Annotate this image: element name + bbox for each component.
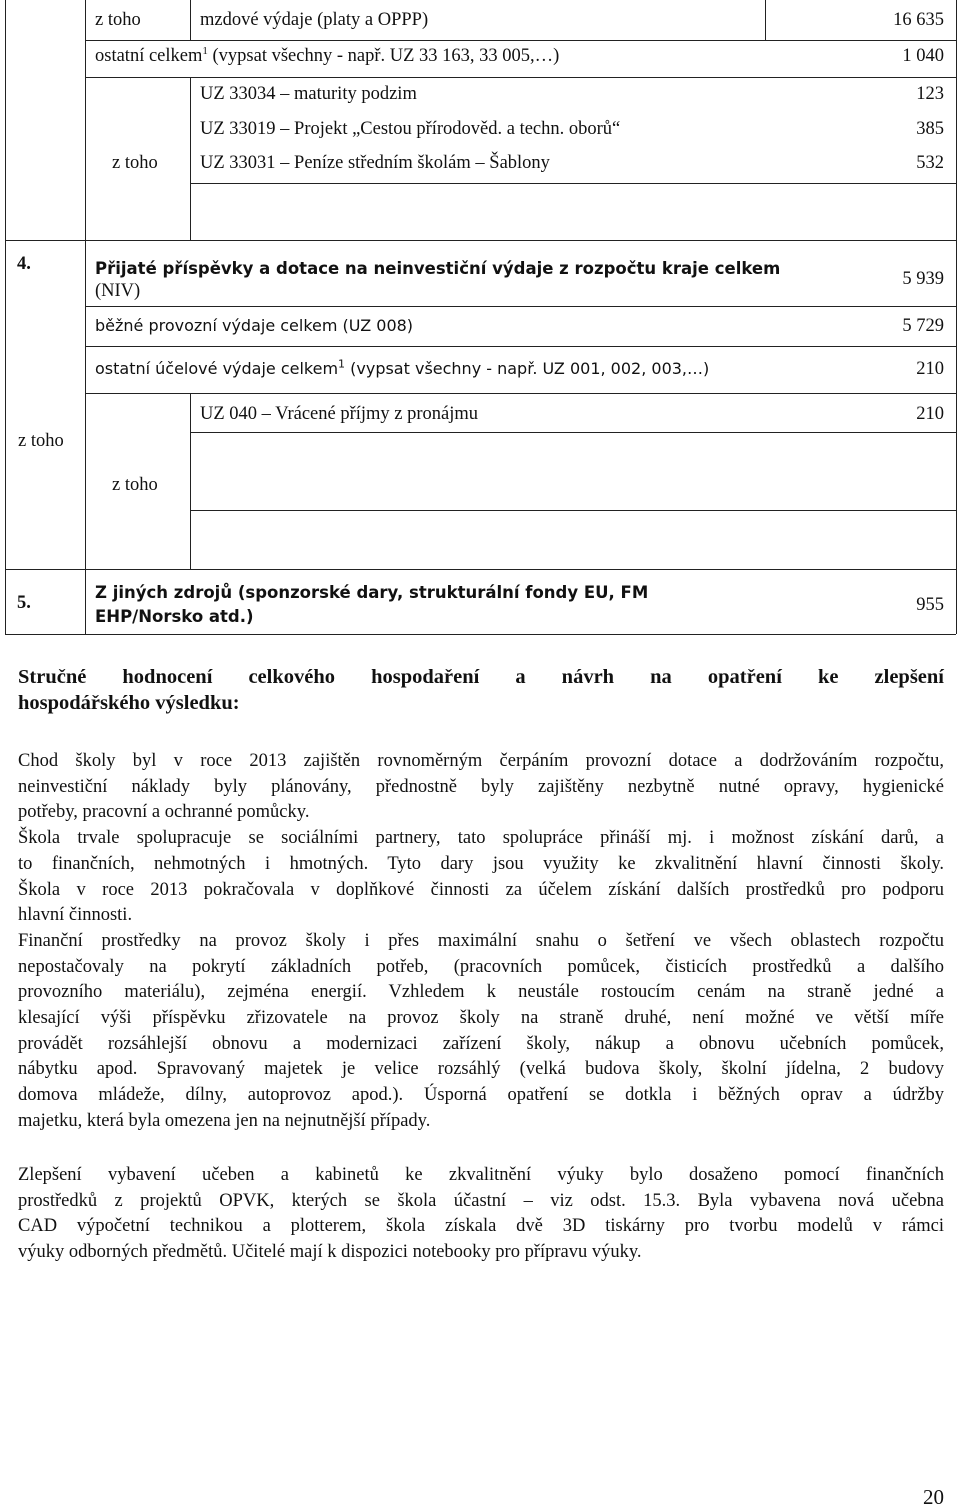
text-line: to finančních, nehmotných i hmotných. Tyto dary jsou využity ke zkvalitnění hlavní činnosti školy. [18,853,944,874]
sub-item-value: 385 [916,119,944,139]
section4-ostatni-value: 210 [916,359,944,379]
text-line: domova mládeže, dílny, autoprovoz apod.). Úsporná opatření se dotkla i běžných oprav a údržby [18,1085,944,1106]
section4-inner-zt: z toho [112,475,158,495]
row-ostatni-label: ostatní celkem$^1$ (vypsat všechny - např. UZ 33 163, 33 005,…) [95,44,560,66]
text-line: Škola trvale spolupracuje se sociálními partnery, tato spolupráce přináší mj. i možnost získání darů, a [18,828,944,849]
paragraph-1 [18,749,944,1135]
text-line: nepostačovaly na pokrytí základních potřeb, (pracovních pomůcek, čisticích prostředků a dalšího [18,956,944,977]
text-line: nábytku apod. Spravovaný majetek je velice rozsáhlý (velká budova školy, školní jídelna, 2 budovy [18,1059,944,1080]
text-line: hlavní činnosti. [18,905,133,926]
section4-bezne-label: běžné provozní výdaje celkem (UZ 008) [95,316,414,335]
text-line: Škola v roce 2013 pokračovala v doplňkové činnosti za účelem získání dalších prostředků pro podporu [18,879,944,900]
section4-total: 5 939 [902,269,944,289]
sub-item-label: UZ 33034 – maturity podzim [200,84,417,104]
text-line: prostředků z projektů OPVK, kterých se škola účastní – viz odst. 15.3. Byla vybavena nová učebna [18,1190,944,1211]
evaluation-heading-line1: Stručné hodnocení celkového hospodaření a návrh na opatření ke zlepšení [18,666,944,688]
sub-item-value: 532 [916,153,944,173]
row-mzdove-label: mzdové výdaje (platy a OPPP) [200,10,429,30]
sub-item-label: UZ 33031 – Peníze středním školám – Šablony [200,153,550,173]
text-line: provozního materiálu), zejména energií. Vzhledem k neustále rostoucím cenám na straně jedné a [18,982,944,1003]
section4-item-label: UZ 040 – Vrácené příjmy z pronájmu [200,404,479,424]
text-line: výuky odborných předmětů. Učitelé mají k dispozici notebooky pro přípravu výuky. [18,1242,642,1263]
section4-item-value: 210 [916,404,944,424]
text-line: potřeby, pracovní a ochranné pomůcky. [18,802,310,823]
zt-label-mzdove: z toho [95,10,141,30]
text-line: CAD výpočetní technikou a plotterem, škola získala dvě 3D tiskárny pro tvorbu modelů v rámci [18,1216,944,1237]
text-line: majetku, která byla omezena jen na nejnutnější případy. [18,1110,431,1131]
section5-title-line1: Z jiných zdrojů (sponzorské dary, strukturální fondy EU, FM [95,583,649,602]
section5-value: 955 [916,595,944,615]
section5-title-line2: EHP/Norsko atd.) [95,607,254,626]
row-ostatni-value: 1 040 [902,46,944,66]
section4-bezne-value: 5 729 [902,316,944,336]
section4-title-line1: Přijaté příspěvky a dotace na neinvestiční výdaje z rozpočtu kraje celkem [95,259,781,278]
page-number: 20 [923,1485,944,1509]
text-line: Zlepšení vybavení učeben a kabinetů ke zkvalitnění výuky bylo dosaženo pomocí finančních [18,1165,944,1185]
text-line: klesající výši příspěvku zřizovatele na provoz školy na straně druhé, není možné ve větší míře [18,1008,944,1029]
section5-number: 5. [17,593,31,613]
text-line: neinvestiční náklady byly plánovány, přednostně byly zajištěny nezbytně nutné opravy, hygienické [18,776,944,797]
text-line: provádět rozsáhlejší obnovu a modernizaci zařízení školy, nákup a obnovu učebních pomůcek, [18,1033,944,1054]
row-mzdove-value: 16 635 [893,10,944,30]
sub-item-label: UZ 33019 – Projekt „Cestou přírodověd. a techn. oborů“ [200,119,621,139]
section4-outer-zt: z toho [18,431,64,451]
paragraph-2 [18,1163,944,1266]
section4-number: 4. [17,254,31,274]
sub-zt-label: z toho [112,153,158,173]
section4-title-line2: (NIV) [95,281,141,301]
evaluation-heading-line2: hospodářského výsledku: [18,692,240,714]
section4-ostatni-label: ostatní účelové výdaje celkem$^1$ (vypsat všechny - např. UZ 001, 002, 003,…) [95,357,710,378]
sub-item-value: 123 [916,84,944,104]
text-line: Finanční prostředky na provoz školy i přes maximální snahu o šetření ve všech oblastech rozpočtu [18,930,944,951]
text-line: Chod školy byl v roce 2013 zajištěn rovnoměrným čerpáním provozní dotace a dodržováním rozpočtu, [18,751,944,771]
